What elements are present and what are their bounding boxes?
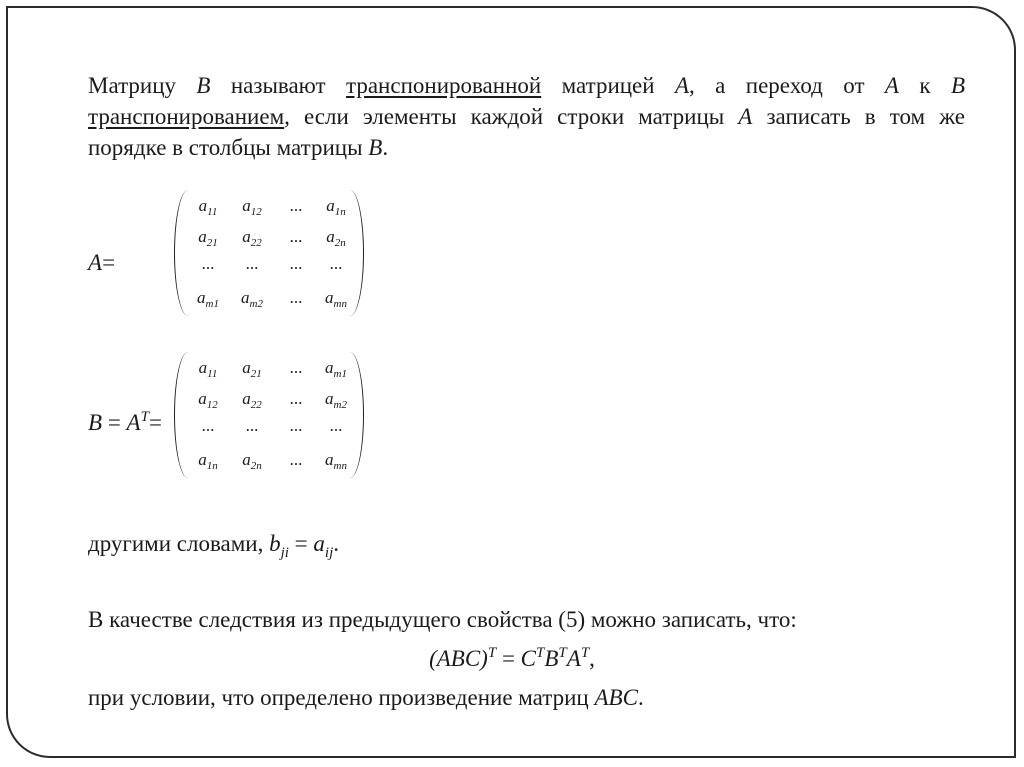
cell-base: a: [325, 288, 334, 307]
matrix-cell: [232, 450, 272, 470]
cell-base: a: [326, 227, 335, 246]
condition-text: при условии, что определено произведение матриц ABC.: [88, 685, 644, 710]
matrix-a-label: A=: [88, 250, 116, 275]
matrix-cell: [316, 288, 356, 308]
cell-base: ...: [289, 450, 303, 469]
matrix-cell: [232, 358, 272, 378]
matrix-cell: [232, 416, 272, 436]
cell-base: ...: [245, 416, 259, 435]
matrix-cell: [188, 254, 228, 274]
cell-base: ...: [289, 254, 303, 273]
cell-base: ...: [289, 416, 303, 435]
cell-base: a: [198, 389, 207, 408]
matrix-cell: [276, 288, 316, 308]
matrix-cell: [188, 196, 228, 216]
matrix-cell: [188, 288, 228, 308]
cell-base: a: [242, 196, 251, 215]
matrix-cell: [188, 358, 228, 378]
matrix-cell: [316, 358, 356, 378]
matrix-cell: [316, 416, 356, 436]
term-transposition: транспонированием: [88, 104, 285, 129]
cell-index: 1n: [206, 460, 218, 472]
matrix-b-label: $B = A^T=$: [88, 409, 162, 435]
cell-base: a: [198, 196, 208, 215]
cell-index: mn: [333, 298, 347, 310]
cell-index: 22: [250, 237, 262, 249]
cell-base: a: [242, 450, 251, 469]
matrix-cell: [232, 254, 272, 274]
cell-index: 2n: [250, 460, 262, 472]
matrix-cell: [188, 450, 228, 470]
cell-base: ...: [289, 358, 303, 377]
left-paren: [174, 190, 188, 316]
matrix-cell: [316, 227, 356, 247]
matrix-cell: [316, 254, 356, 274]
matrix-cell: [276, 196, 316, 216]
cell-index: 12: [206, 399, 218, 411]
cell-base: ...: [201, 416, 215, 435]
matrix-cell: [276, 450, 316, 470]
matrix-b: [174, 352, 364, 478]
transpose-product-formula: $(ABC)^T = C^TB^TA^T$,: [429, 645, 595, 671]
cell-base: a: [198, 450, 207, 469]
element-relation: другими словами, $b_{ji} = a_{ij}$.: [88, 531, 339, 561]
cell-index: 11: [207, 206, 218, 218]
definition-paragraph: Матрицу B называют транспонированной матрицей A, а переход от A к B транспонированием, если элементы каждой строки матрицы A записать в том же порядке в столбцы матрицы B.: [88, 73, 965, 160]
cell-base: ...: [289, 288, 303, 307]
matrix-cell: [232, 389, 272, 409]
cell-base: ...: [289, 196, 303, 215]
cell-base: a: [326, 196, 335, 215]
matrix-cell: [232, 196, 272, 216]
consequence-text: В качестве следствия из предыдущего свойства (5) можно записать, что:: [88, 607, 797, 632]
cell-base: a: [325, 450, 334, 469]
cell-base: a: [198, 358, 208, 377]
matrix-cell: [276, 358, 316, 378]
cell-index: m1: [333, 368, 347, 380]
term-transposed: транспонированной: [346, 73, 542, 98]
cell-index: 21: [250, 368, 262, 380]
cell-index: m1: [205, 298, 219, 310]
left-paren: [174, 352, 188, 478]
matrix-cell: [188, 416, 228, 436]
matrix-a: [174, 190, 364, 316]
cell-index: m2: [249, 298, 263, 310]
matrix-cell: [232, 288, 272, 308]
cell-index: 22: [250, 399, 262, 411]
cell-base: a: [241, 288, 250, 307]
matrix-cell: [276, 254, 316, 274]
cell-base: ...: [245, 254, 259, 273]
cell-index: 2n: [334, 237, 346, 249]
cell-index: 21: [206, 237, 218, 249]
matrix-cell: [232, 227, 272, 247]
cell-base: a: [242, 227, 251, 246]
matrix-cell: [276, 227, 316, 247]
cell-index: 1n: [334, 206, 346, 218]
matrix-cell: [188, 389, 228, 409]
cell-base: ...: [329, 254, 343, 273]
cell-base: a: [242, 389, 251, 408]
matrix-cell: [316, 389, 356, 409]
cell-base: a: [197, 288, 206, 307]
matrix-cell: [188, 227, 228, 247]
cell-base: ...: [289, 227, 303, 246]
cell-base: a: [198, 227, 207, 246]
cell-index: m2: [333, 399, 347, 411]
cell-base: a: [325, 358, 334, 377]
matrix-cell: [276, 416, 316, 436]
cell-index: mn: [333, 460, 347, 472]
cell-base: a: [242, 358, 251, 377]
cell-base: ...: [289, 389, 303, 408]
matrix-cell: [276, 389, 316, 409]
cell-index: 12: [250, 206, 262, 218]
matrix-cell: [316, 450, 356, 470]
cell-index: 11: [207, 368, 218, 380]
matrix-cell: [316, 196, 356, 216]
cell-base: ...: [201, 254, 215, 273]
cell-base: ...: [329, 416, 343, 435]
cell-base: a: [325, 389, 334, 408]
